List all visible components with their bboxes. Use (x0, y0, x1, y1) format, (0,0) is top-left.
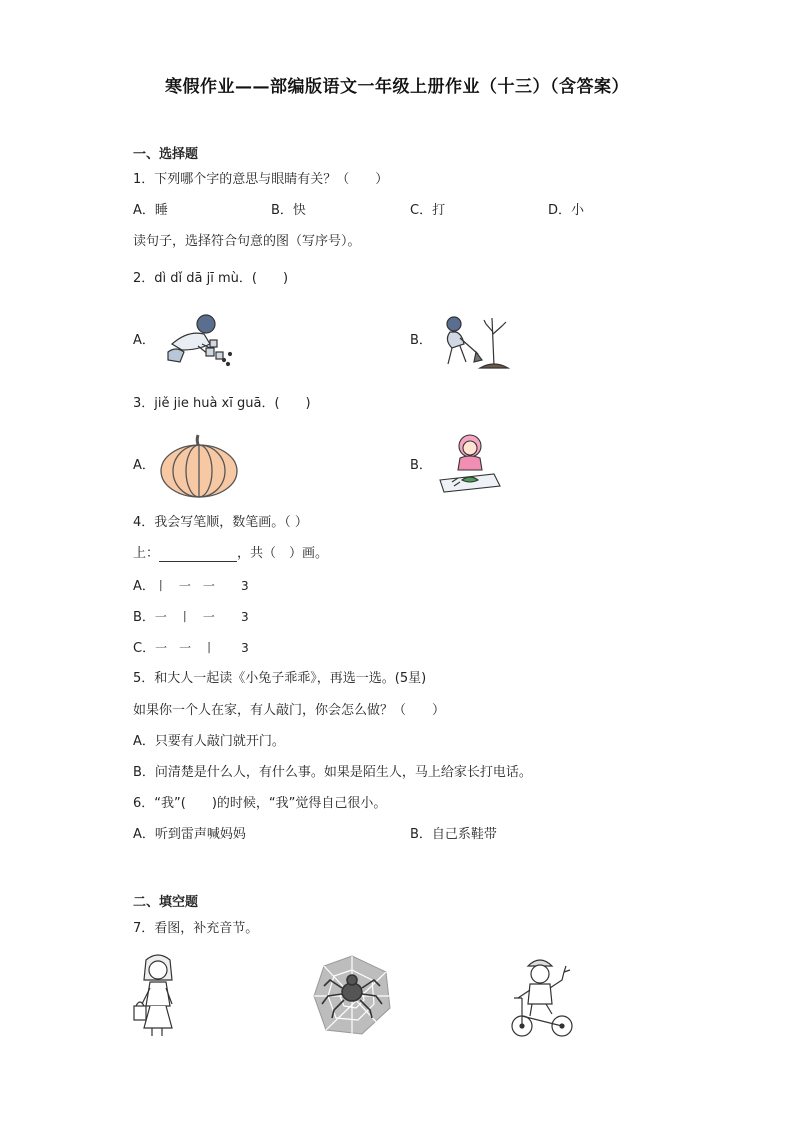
q4-option-a-count: 3 (240, 579, 249, 593)
pumpkin-illustration (158, 431, 240, 499)
q6-option-b: B．自己系鞋带 (410, 827, 497, 842)
q4-option-c-strokes: 一 一 丨 (155, 641, 216, 655)
question-7: 7．看图，补充音节。 (133, 921, 259, 936)
question-3: 3．jiě jie huà xī guā．( ) (133, 396, 311, 411)
spider-on-web-illustration (310, 952, 394, 1038)
q4-option-b (133, 609, 249, 626)
child-building-blocks-illustration (158, 310, 240, 370)
q4-option-c-count: 3 (241, 641, 249, 655)
q2-option-b: B． (410, 333, 432, 348)
section-heading-choice: 一、选择题 (133, 147, 199, 162)
q1-option-d: D．小 (548, 203, 585, 218)
q3-option-b: B． (410, 458, 432, 473)
q4-fill-line (133, 546, 328, 562)
q4-option-a-strokes: 丨 一 一 (154, 579, 215, 593)
q4-option-a (133, 578, 249, 595)
question-4: 4．我会写笔顺，数笔画。（ ） (133, 515, 308, 530)
boy-on-tricycle-illustration (506, 952, 586, 1040)
question-2: 2．dì dǐ dā jī mù．( ) (133, 271, 289, 286)
q5-option-a: A．只要有人敲门就开门。 (133, 734, 285, 749)
section-heading-fill: 二、填空题 (133, 895, 199, 910)
q2-option-a: A． (133, 333, 155, 348)
girl-with-bucket-illustration (128, 952, 188, 1040)
q1-option-c: C．打 (410, 203, 446, 218)
q4-fill-suffix: ，共（ ）画。 (237, 546, 329, 561)
question-6: 6．“我”( )的时候，“我”觉得自己很小。 (133, 796, 387, 811)
q4-answer-blank[interactable] (159, 548, 237, 562)
instruction-text: 读句子，选择符合句意的图（写序号）。 (133, 234, 361, 249)
child-planting-tree-illustration (436, 312, 512, 374)
q1-option-b: B．快 (271, 203, 306, 218)
q5-option-b: B．问清楚是什么人，有什么事。如果是陌生人，马上给家长打电话。 (133, 765, 532, 780)
q5-question: 如果你一个人在家，有人敲门，你会怎么做？（ ） (133, 703, 446, 718)
q4-option-a-label: A． (133, 579, 155, 594)
q1-option-a: A．睡 (133, 203, 168, 218)
page-title: 寒假作业——部编版语文一年级上册作业（十三）（含答案） (165, 77, 629, 97)
q4-option-b-count: 3 (240, 610, 249, 624)
q4-option-c (133, 640, 249, 657)
q4-option-c-label: C． (133, 641, 156, 656)
q4-option-b-label: B． (133, 610, 155, 625)
q3-option-a: A． (133, 458, 155, 473)
q6-option-a: A．听到雷声喊妈妈 (133, 827, 246, 842)
question-1: 1．下列哪个字的意思与眼睛有关？（ ） (133, 172, 389, 187)
q4-option-b-strokes: 一 丨 一 (154, 610, 215, 624)
q4-fill-prefix: 上： (133, 546, 160, 561)
question-5: 5．和大人一起读《小兔子乖乖》，再选一选。(5星) (133, 671, 427, 686)
girl-drawing-watermelon-illustration (434, 430, 504, 496)
